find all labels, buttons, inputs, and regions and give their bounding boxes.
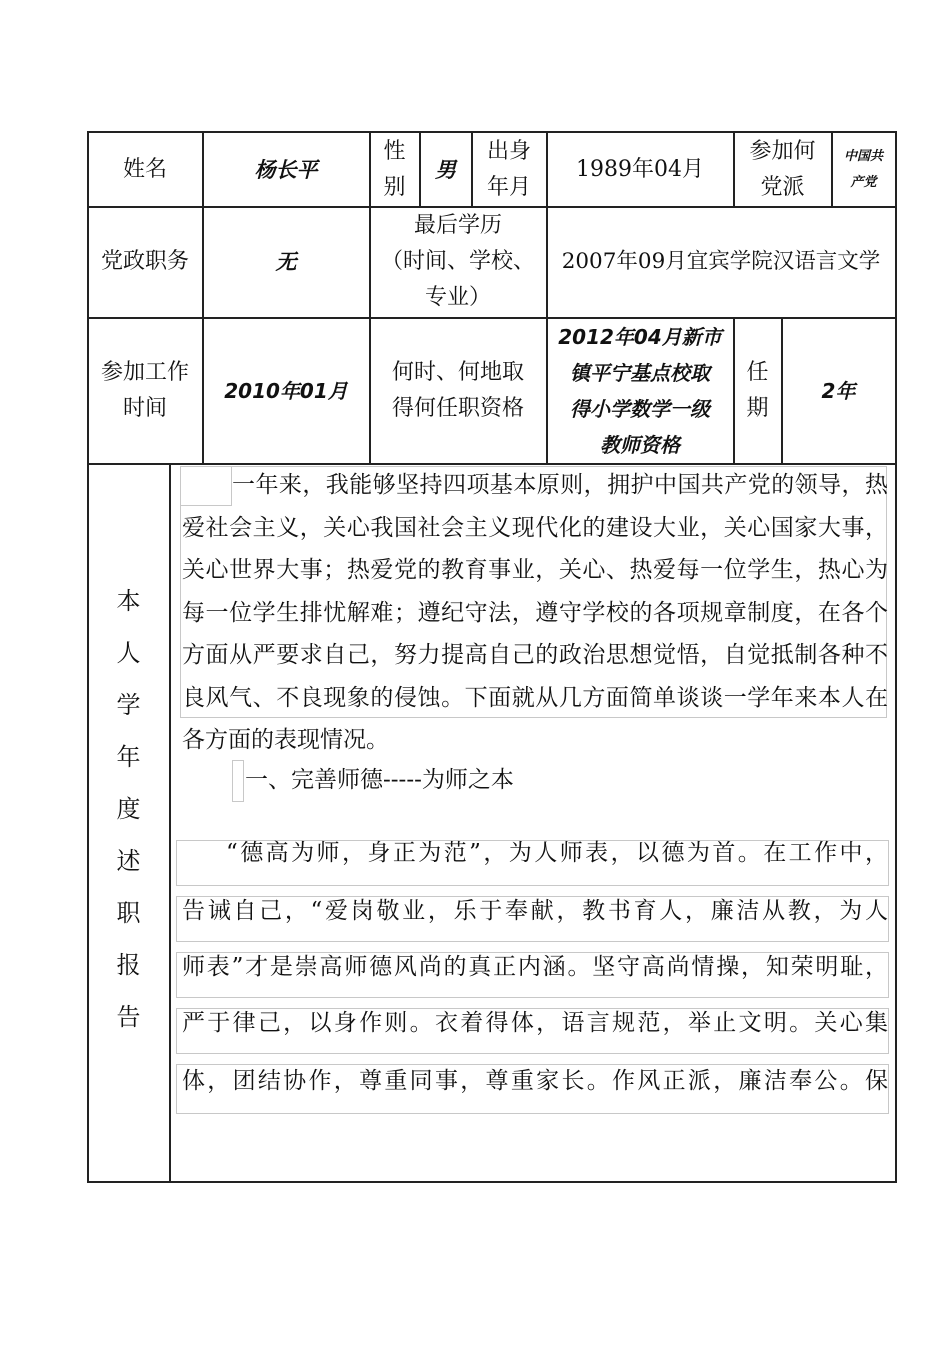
report-label-char: 人: [116, 639, 141, 667]
report-text-line: 师表”才是崇高师德风尚的真正内涵。坚守高尚情操，知荣明耻，: [182, 954, 888, 980]
report-label-char: 报: [116, 951, 141, 979]
position-value: [203, 207, 369, 317]
qualification-value-line2: 镇平宁基点校取: [570, 360, 710, 385]
term-value-text: 2年: [821, 378, 856, 403]
birth-label-line1: 出身: [486, 138, 531, 164]
qualification-value-line3: 得小学数学一级: [570, 396, 710, 421]
term-label-line1: 任: [746, 359, 769, 385]
report-label-char: 本: [116, 587, 141, 615]
work-start-value: [203, 318, 369, 463]
qualification-value-line4: 教师资格: [600, 432, 680, 457]
term-value: [782, 318, 895, 463]
text-frame-outline: [232, 760, 244, 802]
name-value: [203, 132, 369, 207]
table-divider: [169, 463, 171, 1182]
education-value: [547, 207, 895, 317]
qualification-label-line1: 何时、何地取: [391, 359, 524, 385]
birth-value-text: 1989年04月: [576, 156, 704, 182]
qualification-value: [547, 318, 733, 463]
gender-label: [370, 132, 419, 207]
qualification-value-line1: 2012年04月新市: [558, 324, 722, 349]
annual-report-label: [88, 575, 169, 1045]
birth-value: [547, 132, 733, 207]
work-start-value-text: 2010年01月: [224, 378, 348, 403]
report-label-char: 职: [116, 899, 141, 927]
position-label-text: 党政职务: [100, 249, 189, 274]
party-label-line2: 党派: [760, 174, 805, 200]
name-label: [88, 132, 202, 207]
report-text-line: 告诫自己，“爱岗敬业，乐于奉献，教书育人，廉洁从教，为人: [182, 898, 888, 924]
position-value-text: 无: [275, 250, 297, 274]
report-label-char: 述: [116, 847, 141, 875]
term-label-line2: 期: [746, 395, 769, 421]
birth-label-line2: 年月: [486, 174, 531, 200]
gender-value-text: 男: [435, 157, 456, 182]
report-text-line: “德高为师，身正为范”，为人师表，以德为首。在工作中，: [226, 840, 888, 866]
party-label-line1: 参加何: [749, 138, 816, 164]
education-value-text: 2007年09月宜宾学院汉语言文学: [561, 249, 881, 274]
work-start-label-line2: 时间: [122, 395, 167, 421]
work-start-label-line1: 参加工作: [100, 359, 189, 385]
birth-label: [472, 132, 546, 207]
table-border-bottom: [87, 1181, 897, 1183]
qualification-label-line2: 得何任职资格: [391, 395, 524, 421]
work-start-label: [88, 318, 202, 463]
party-value: [832, 132, 895, 207]
party-value-line1: 中国共: [843, 148, 883, 164]
qualification-label: [370, 318, 546, 463]
gender-label-line1: 性: [383, 138, 406, 164]
gender-value: [420, 132, 471, 207]
report-label-char: 年: [116, 743, 141, 771]
term-label: [734, 318, 781, 463]
report-text-line: 体，团结协作，尊重同事，尊重家长。作风正派，廉洁奉公。保: [182, 1068, 888, 1094]
report-label-char: 告: [116, 1003, 141, 1031]
report-intro-paragraph: 一年来，我能够坚持四项基本原则，拥护中国共产党的领导，热爱社会主义，关心我国社会主义现代化的建设大业，关心国家大事，关心世界大事；热爱党的教育事业，关心、热爱每一位学生，热心为每一位学生排忧解难；遵纪守法，遵守学校的各项规章制度，在各个方面从严要求自己，努力提高自己的政治思想觉悟，自觉抵制各种不良风气、不良现象的侵蚀。下面就从几方面简单谈谈一学年来本人在各方面的表现情况。: [182, 472, 888, 753]
education-label: [370, 207, 546, 317]
position-label: [88, 207, 202, 317]
report-label-char: 学: [116, 691, 141, 719]
name-label-text: 姓名: [122, 156, 167, 182]
education-label-line3: 专业）: [424, 285, 491, 310]
report-text-line: 严于律己，以身作则。衣着得体，语言规范，举止文明。关心集: [182, 1010, 888, 1036]
name-value-text: 杨长平: [254, 157, 318, 182]
gender-label-line2: 别: [383, 174, 406, 200]
party-value-line2: 产党: [850, 174, 877, 190]
party-label: [734, 132, 831, 207]
education-label-line2: （时间、学校、: [380, 249, 535, 274]
table-border-right: [895, 131, 897, 1182]
report-label-char: 度: [116, 795, 141, 823]
education-label-line1: 最后学历: [413, 213, 502, 238]
section-heading: 一、完善师德-----为师之本: [245, 767, 514, 793]
